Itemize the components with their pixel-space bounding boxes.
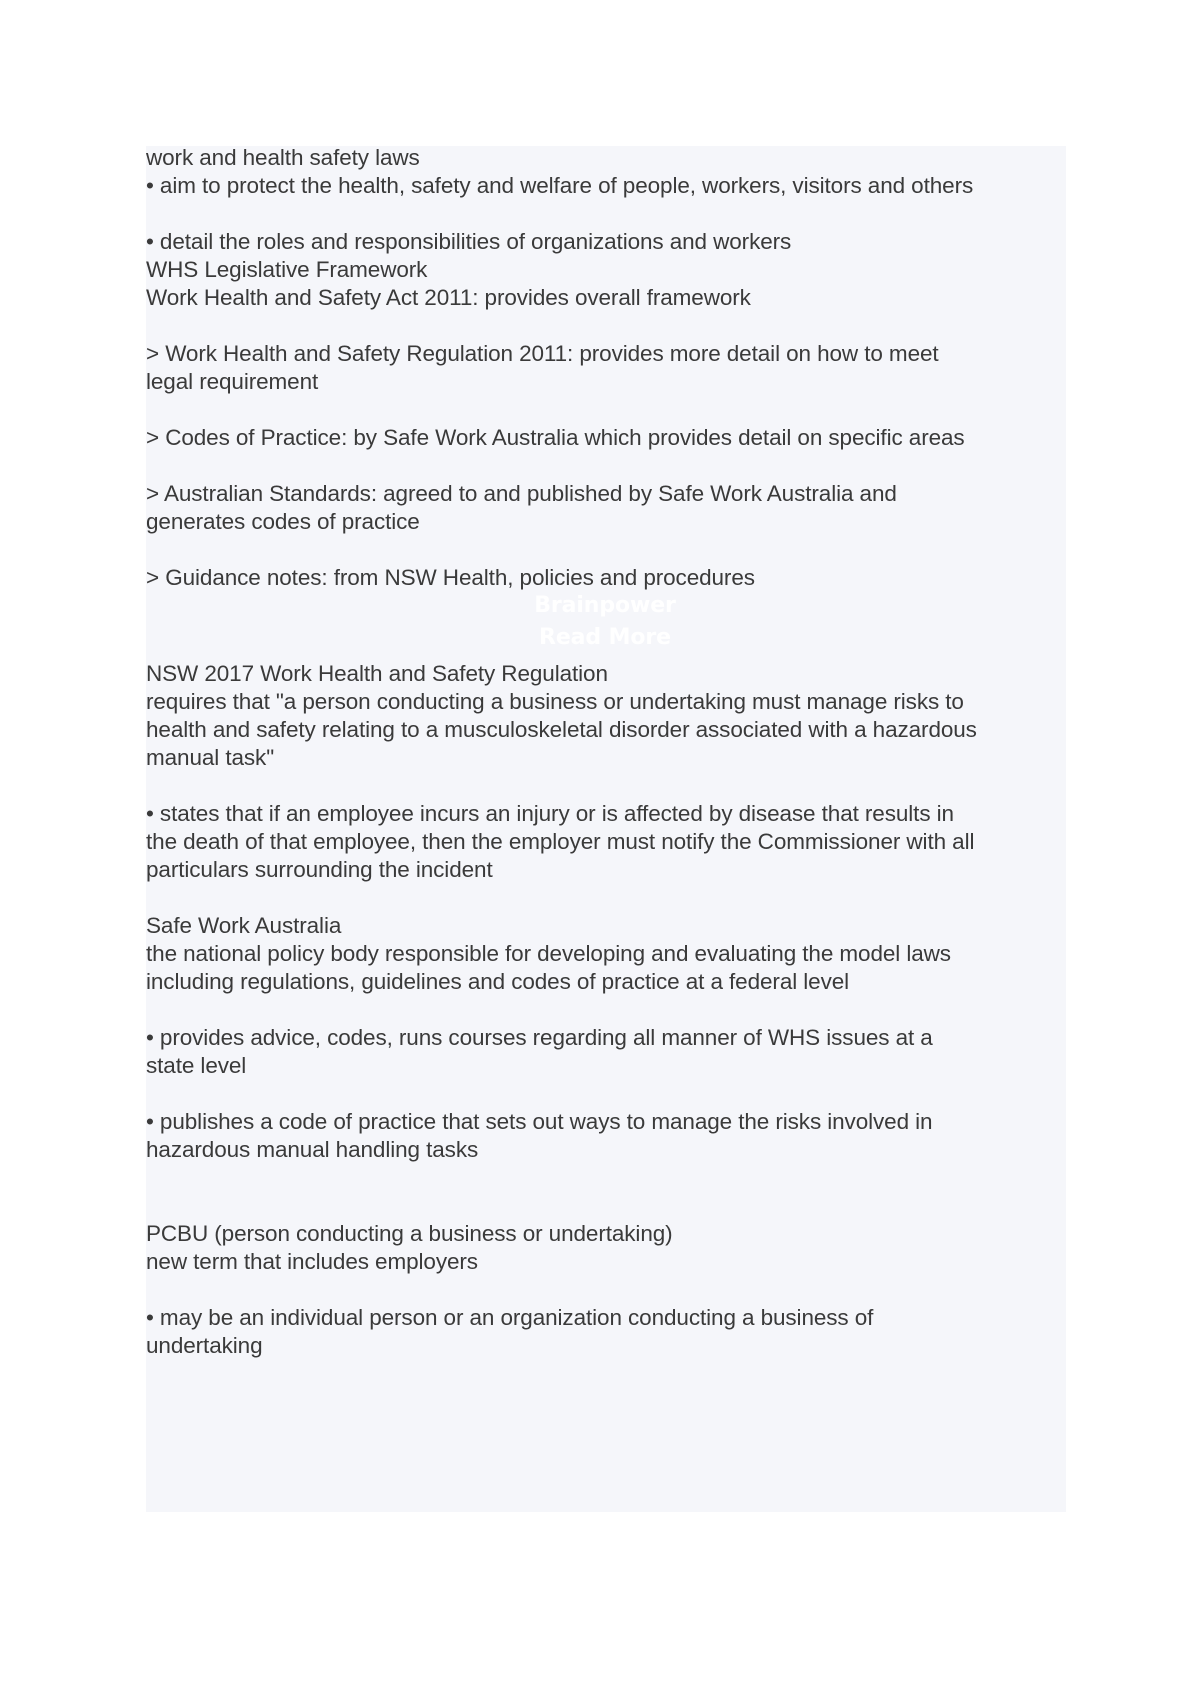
text-line: health and safety relating to a musculoskeletal disorder associated with a hazardous <box>146 717 977 742</box>
blank-line <box>146 1080 1066 1108</box>
blank-line <box>146 1192 1066 1220</box>
blank-line <box>146 1276 1066 1304</box>
text-line: manual task" <box>146 745 275 770</box>
blank-line <box>146 396 1066 424</box>
text-line: the death of that employee, then the employer must notify the Commissioner with all <box>146 829 975 854</box>
text-line: Safe Work Australia <box>146 913 342 938</box>
text-line: PCBU (person conducting a business or undertaking) <box>146 1221 673 1246</box>
text-line: • publishes a code of practice that sets out ways to manage the risks involved in <box>146 1109 933 1134</box>
text-line: Work Health and Safety Act 2011: provides overall framework <box>146 285 751 310</box>
text-line: state level <box>146 1053 247 1078</box>
text-line: particulars surrounding the incident <box>146 857 493 882</box>
text-line: > Guidance notes: from NSW Health, policies and procedures <box>146 565 755 590</box>
text-line: • states that if an employee incurs an injury or is affected by disease that results in <box>146 801 954 826</box>
brainpower-overlay[interactable] <box>146 588 1066 660</box>
text-line: • detail the roles and responsibilities of organizations and workers <box>146 229 792 254</box>
blank-line <box>146 312 1066 340</box>
text-line: including regulations, guidelines and codes of practice at a federal level <box>146 969 850 994</box>
text-line: NSW 2017 Work Health and Safety Regulation <box>146 661 608 686</box>
blank-line <box>146 884 1066 912</box>
text-line: WHS Legislative Framework <box>146 257 428 282</box>
blank-line <box>146 452 1066 480</box>
brainpower-label: Brainpower <box>534 593 676 618</box>
text-line: • provides advice, codes, runs courses regarding all manner of WHS issues at a <box>146 1025 933 1050</box>
blank-line <box>146 996 1066 1024</box>
text-line: requires that "a person conducting a business or undertaking must manage risks to <box>146 689 964 714</box>
text-line: generates codes of practice <box>146 509 420 534</box>
blank-line <box>146 1164 1066 1192</box>
blank-line <box>146 536 1066 564</box>
text-line: work and health safety laws <box>146 145 420 170</box>
read-more-link[interactable]: Read More <box>539 625 671 650</box>
text-line: hazardous manual handling tasks <box>146 1137 479 1162</box>
blank-line <box>146 772 1066 800</box>
document-content <box>146 144 1066 1360</box>
text-line: legal requirement <box>146 369 319 394</box>
text-line: new term that includes employers <box>146 1249 478 1274</box>
text-line: undertaking <box>146 1333 263 1358</box>
text-line: the national policy body responsible for developing and evaluating the model laws <box>146 941 951 966</box>
text-line: • may be an individual person or an organization conducting a business of <box>146 1305 874 1330</box>
blank-line <box>146 200 1066 228</box>
text-line: > Work Health and Safety Regulation 2011: provides more detail on how to meet <box>146 341 939 366</box>
text-line: > Australian Standards: agreed to and published by Safe Work Australia and <box>146 481 897 506</box>
text-line: > Codes of Practice: by Safe Work Australia which provides detail on specific areas <box>146 425 965 450</box>
text-line: • aim to protect the health, safety and welfare of people, workers, visitors and others <box>146 173 974 198</box>
